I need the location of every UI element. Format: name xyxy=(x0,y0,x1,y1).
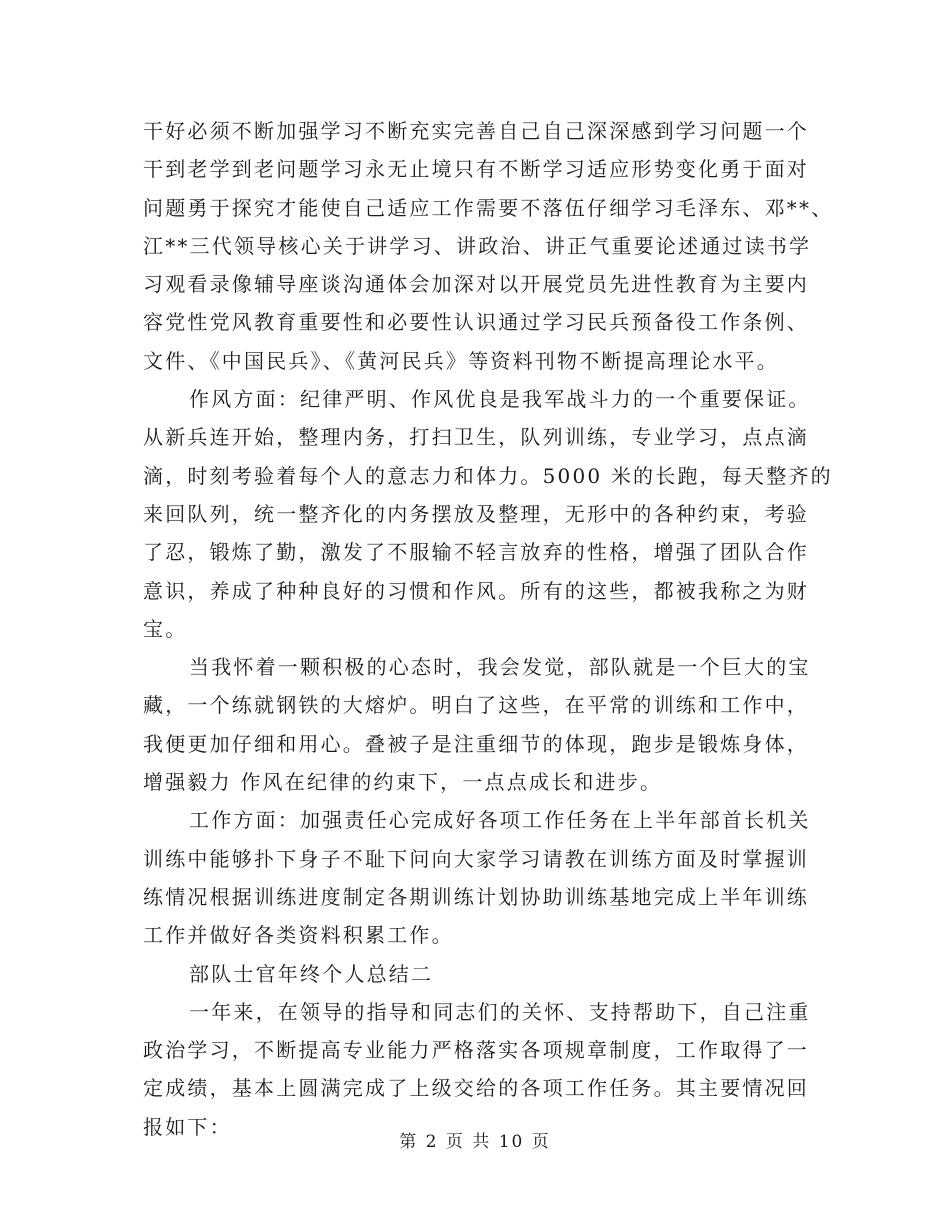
paragraph-start-line: 作风方面：纪律严明、作风优良是我军战斗力的一个重要保证。 xyxy=(189,387,811,412)
text-line: 干到老学到老问题学习永无止境只有不断学习适应形势变化勇于面对 xyxy=(143,157,809,182)
text-line: 工作并做好各类资料积累工作。 xyxy=(143,923,454,948)
text-line: 我便更加仔细和用心。叠被子是注重细节的体现，跑步是锻炼身体， xyxy=(143,731,809,756)
paragraph-start-line: 一年来，在领导的指导和同志们的关怀、支持帮助下，自己注重 xyxy=(189,999,811,1024)
text-line: 从新兵连开始，整理内务，打扫卫生，队列训练，专业学习，点点滴 xyxy=(143,425,809,450)
text-line: 滴，时刻考验着每个人的意志力和体力。5000 米的长跑，每天整齐的 xyxy=(143,463,833,488)
text-line: 意识，养成了种种良好的习惯和作风。所有的这些，都被我称之为财 xyxy=(143,578,809,603)
text-line: 问题勇于探究才能使自己适应工作需要不落伍仔细学习毛泽东、邓**、 xyxy=(143,195,834,220)
section-heading: 部队士官年终个人总结二 xyxy=(189,961,434,986)
paragraph-start-line: 工作方面：加强责任心完成好各项工作任务在上半年部首长机关 xyxy=(189,808,811,833)
text-line: 文件、《中国民兵》、《黄河民兵》等资料刊物不断提高理论水平。 xyxy=(143,348,779,373)
text-line: 训练中能够扑下身子不耻下问向大家学习请教在训练方面及时掌握训 xyxy=(143,846,809,871)
paragraph-start-line: 当我怀着一颗积极的心态时，我会发觉，部队就是一个巨大的宝 xyxy=(189,655,811,680)
text-line: 政治学习，不断提高专业能力严格落实各项规章制度，工作取得了一 xyxy=(143,1038,809,1063)
document-body xyxy=(143,112,834,1146)
text-line: 报如下： xyxy=(143,1114,232,1139)
text-line: 藏，一个练就钢铁的大熔炉。明白了这些，在平常的训练和工作中， xyxy=(143,693,809,718)
text-line: 江**三代领导核心关于讲学习、讲政治、讲正气重要论述通过读书学 xyxy=(143,233,812,258)
text-line: 宝。 xyxy=(143,616,188,641)
text-line: 练情况根据训练进度制定各期训练计划协助训练基地完成上半年训练 xyxy=(143,884,809,909)
text-line: 定成绩，基本上圆满完成了上级交给的各项工作任务。其主要情况回 xyxy=(143,1076,809,1101)
text-line: 增强毅力 作风在纪律的约束下，一点点成长和进步。 xyxy=(143,770,663,795)
text-line: 了忍，锻炼了勤，激发了不服输不轻言放弃的性格，增强了团队合作 xyxy=(143,540,809,565)
text-line: 习观看录像辅导座谈沟通体会加深对以开展党员先进性教育为主要内 xyxy=(143,272,809,297)
text-line: 干好必须不断加强学习不断充实完善自己自己深深感到学习问题一个 xyxy=(143,119,809,143)
page-number-footer: 第 2 页 共 10 页 xyxy=(399,1132,551,1152)
text-line: 容党性党风教育重要性和必要性认识通过学习民兵预备役工作条例、 xyxy=(143,310,809,335)
text-line: 来回队列，统一整齐化的内务摆放及整理，无形中的各种约束，考验 xyxy=(143,501,809,526)
